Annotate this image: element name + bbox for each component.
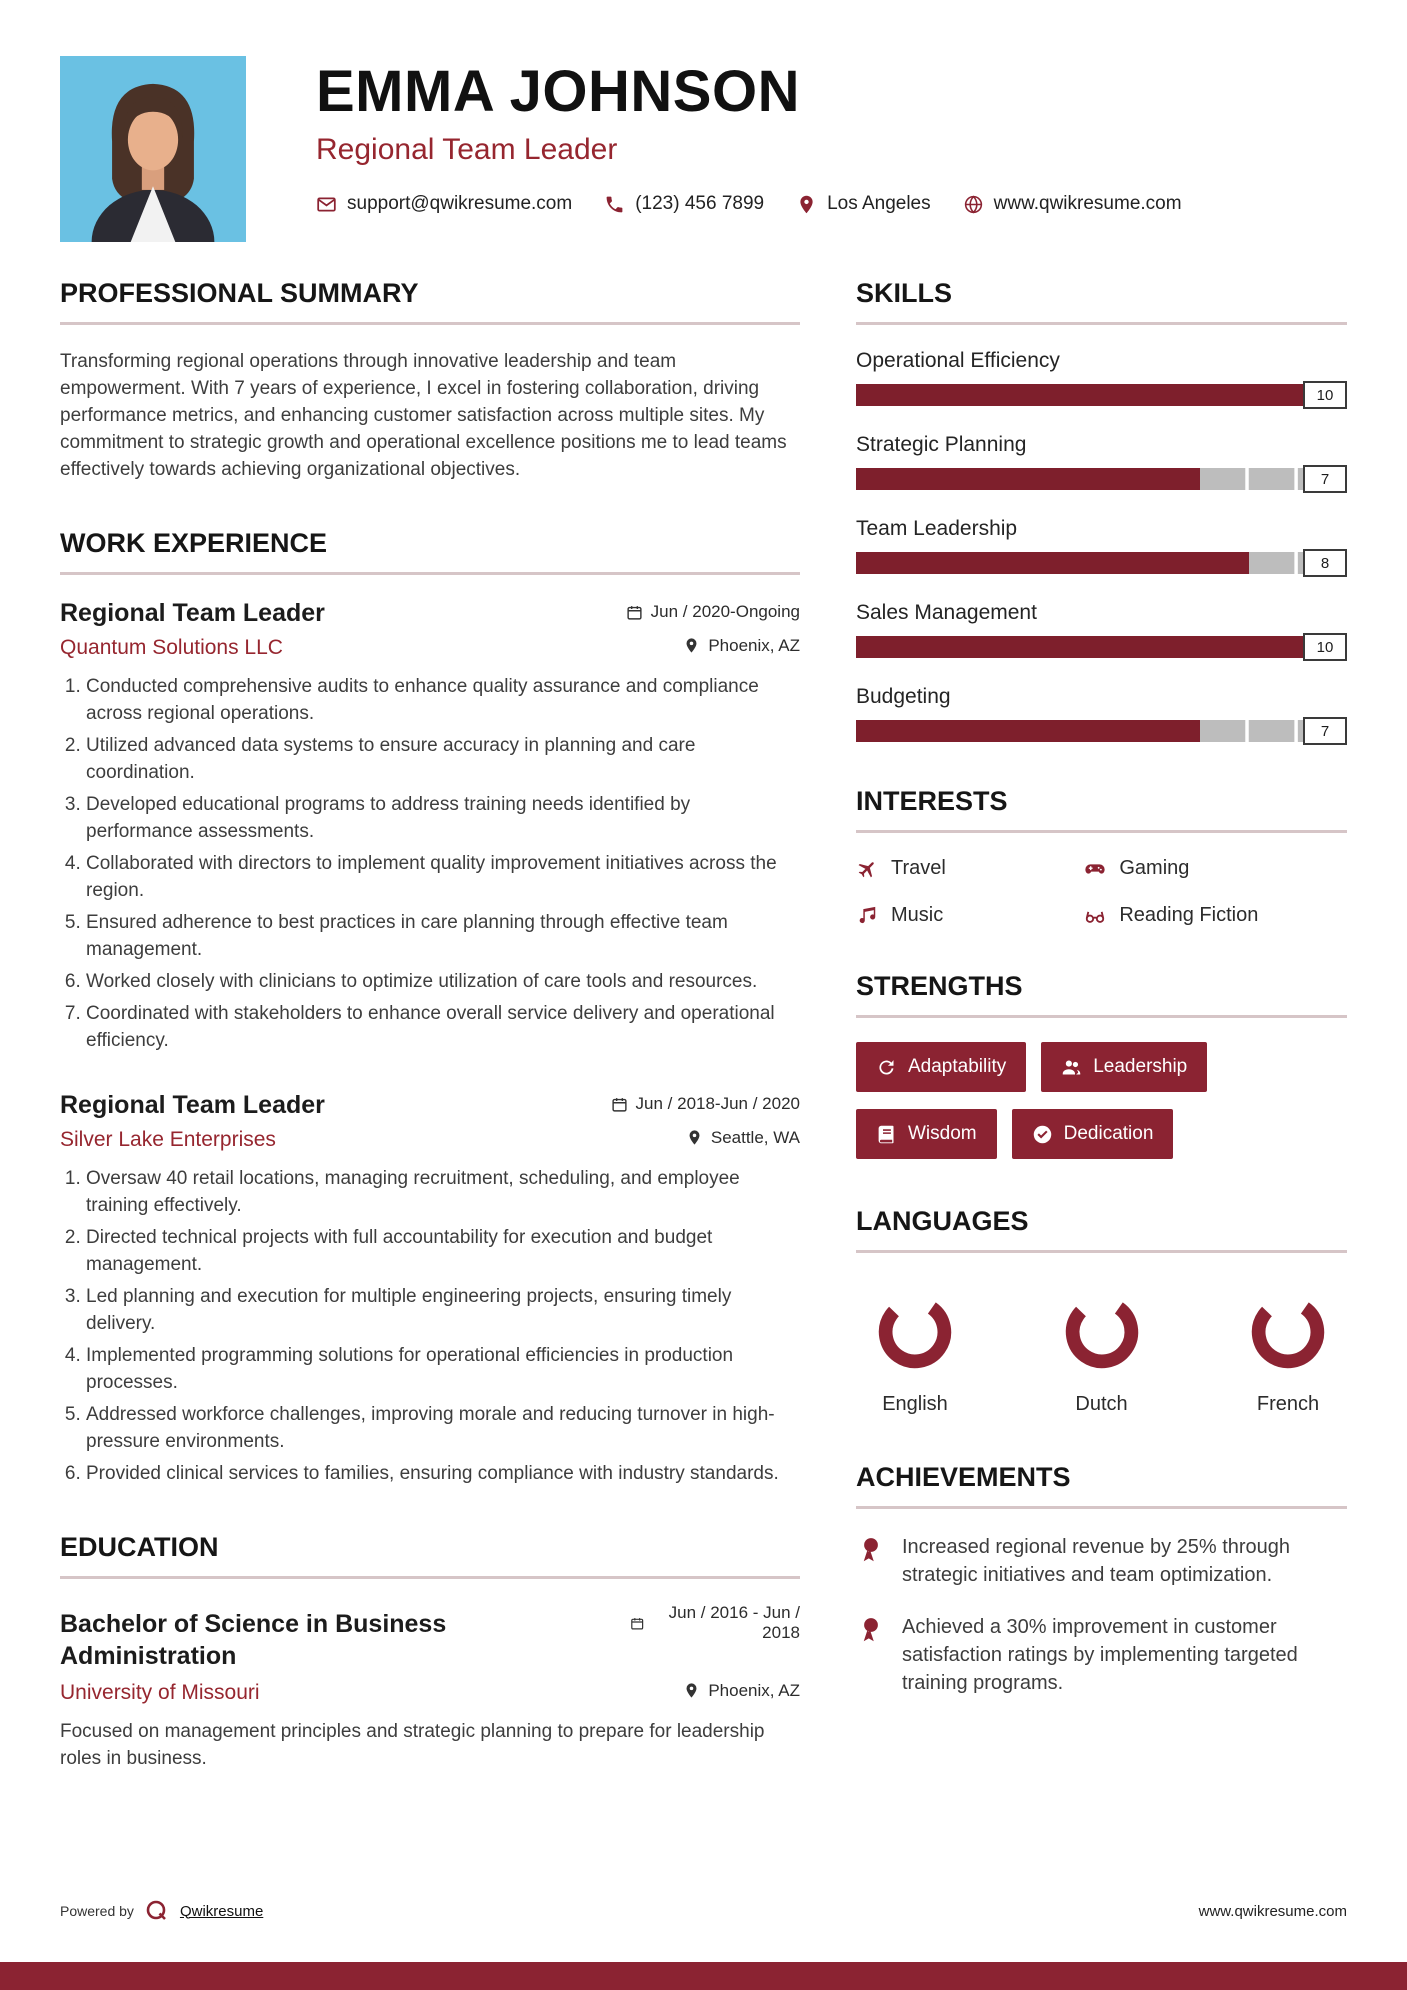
contact-row xyxy=(316,193,1200,215)
music-note-icon xyxy=(856,905,878,927)
pushpin-icon xyxy=(686,1129,703,1146)
school-name: University of Missouri xyxy=(60,1681,260,1705)
main-columns xyxy=(0,252,1407,1817)
contact-website[interactable] xyxy=(963,193,1182,215)
job-bullet: 7. Coordinated with stakeholders to enhance overall service delivery and operational efficiency. xyxy=(86,1001,800,1055)
skill-label: Operational Efficiency xyxy=(856,349,1060,372)
skill-bar xyxy=(856,552,1347,574)
job-location xyxy=(686,1128,800,1148)
education-description: Focused on management principles and strategic planning to prepare for leadership roles in business. xyxy=(60,1721,765,1770)
skill-bar-fill xyxy=(856,468,1200,490)
education-heading: EDUCATION xyxy=(60,1532,800,1579)
skill-bar-fill xyxy=(856,720,1200,742)
interests-heading: INTERESTS xyxy=(856,786,1347,833)
achievements-heading: ACHIEVEMENTS xyxy=(856,1462,1347,1509)
language-item xyxy=(1243,1287,1333,1416)
skill-row xyxy=(856,517,1347,574)
header-text xyxy=(316,56,1200,215)
skill-row xyxy=(856,601,1347,658)
achievements-section xyxy=(856,1462,1347,1697)
skill-value-box: 10 xyxy=(1303,381,1347,409)
strengths-section xyxy=(856,971,1347,1176)
calendar-icon xyxy=(626,604,643,621)
interest-label: Travel xyxy=(891,857,946,879)
job-bullet: 2. Utilized advanced data systems to ensure accuracy in planning and care coordination. xyxy=(86,733,800,787)
strength-label: Leadership xyxy=(1093,1056,1188,1077)
strength-badges xyxy=(856,1042,1347,1176)
refresh-icon xyxy=(876,1057,897,1078)
job-bullet-list xyxy=(60,1166,800,1488)
job-bullet: 3. Led planning and execution for multiple engineering projects, ensuring timely delivery. xyxy=(86,1284,800,1338)
award-icon xyxy=(856,1615,886,1645)
job-bullet: 5. Addressed workforce challenges, improving morale and reducing turnover in high-pressure environments. xyxy=(86,1402,800,1456)
job-entry xyxy=(60,1091,800,1488)
job-dates-text: Jun / 2020-Ongoing xyxy=(650,602,800,622)
interest-label: Reading Fiction xyxy=(1119,904,1259,926)
contact-phone[interactable] xyxy=(604,193,764,215)
award-icon xyxy=(856,1535,886,1565)
skill-label: Sales Management xyxy=(856,601,1037,624)
summary-heading: PROFESSIONAL SUMMARY xyxy=(60,278,800,325)
job-bullet-list xyxy=(60,674,800,1055)
strength-label: Dedication xyxy=(1063,1123,1154,1144)
skill-label: Strategic Planning xyxy=(856,433,1027,456)
job-role: Regional Team Leader xyxy=(60,598,325,627)
interest-item xyxy=(1084,857,1347,880)
powered-by-label: Powered by xyxy=(60,1903,134,1919)
skill-row xyxy=(856,433,1347,490)
degree-title: Bachelor of Science in Business Administration xyxy=(60,1609,447,1671)
skill-bar xyxy=(856,636,1347,658)
work-experience-section xyxy=(60,528,800,1488)
language-item xyxy=(870,1287,960,1416)
contact-email[interactable] xyxy=(316,193,572,215)
skill-bar xyxy=(856,468,1347,490)
job-dates xyxy=(626,602,800,622)
language-label: French xyxy=(1256,1393,1320,1415)
skills-heading: SKILLS xyxy=(856,278,1347,325)
profile-photo-illustration xyxy=(60,56,246,242)
language-proficiency-arc xyxy=(870,1287,960,1377)
job-location-text: Seattle, WA xyxy=(710,1127,800,1147)
location-pin-icon xyxy=(796,194,817,215)
skill-bar-fill xyxy=(856,384,1347,406)
skill-value-box: 7 xyxy=(1303,717,1347,745)
book-icon xyxy=(876,1124,897,1145)
website-text: www.qwikresume.com xyxy=(993,193,1182,214)
interest-item xyxy=(856,857,1084,880)
job-bullet: 6. Worked closely with clinicians to optimize utilization of care tools and resources. xyxy=(86,969,800,996)
languages-row xyxy=(856,1277,1347,1416)
plane-icon xyxy=(856,858,878,880)
skill-value-box: 8 xyxy=(1303,549,1347,577)
skill-bar-fill xyxy=(856,552,1249,574)
summary-text: Transforming regional operations through innovative leadership and team empowerment. With 7 years of experience, I excel in fostering collaboration, driving performance metrics, and enhancing customer satisfaction across multiple sites. My commitment to strategic growth and operational excellence positions me to lead teams effectively towards achieving organizational objectives. xyxy=(60,351,787,480)
job-company: Quantum Solutions LLC xyxy=(60,636,283,660)
calendar-icon xyxy=(630,1615,644,1632)
education-dates-text: Jun / 2016 - Jun / 2018 xyxy=(668,1603,800,1643)
job-bullet: 4. Collaborated with directors to implement quality improvement initiatives across the region. xyxy=(86,851,800,905)
skills-section xyxy=(856,278,1347,742)
contact-location xyxy=(796,193,931,215)
job-dates-text: Jun / 2018-Jun / 2020 xyxy=(635,1094,800,1114)
interest-label: Gaming xyxy=(1119,857,1190,879)
language-proficiency-arc xyxy=(1057,1287,1147,1377)
phone-text: (123) 456 7899 xyxy=(635,193,765,214)
right-column xyxy=(856,278,1347,1817)
job-entry xyxy=(60,599,800,1055)
person-title: Regional Team Leader xyxy=(316,133,618,166)
phone-icon xyxy=(604,194,625,215)
interest-item xyxy=(856,904,1084,927)
strength-label: Wisdom xyxy=(908,1123,977,1144)
qwikresume-link[interactable]: Qwikresume xyxy=(179,1902,264,1920)
strength-label: Adaptability xyxy=(908,1056,1007,1077)
achievement-text: Increased regional revenue by 25% through strategic initiatives and team optimization. xyxy=(902,1536,1291,1586)
calendar-icon xyxy=(611,1096,628,1113)
skill-label: Team Leadership xyxy=(856,517,1018,540)
education-dates xyxy=(630,1603,800,1643)
users-icon xyxy=(1061,1057,1082,1078)
job-bullet: 6. Provided clinical services to families, ensuring compliance with industry standards. xyxy=(86,1461,800,1488)
strength-badge-dedication xyxy=(1012,1109,1174,1159)
education-location-text: Phoenix, AZ xyxy=(708,1680,800,1700)
job-location xyxy=(683,636,800,656)
person-name: EMMA JOHNSON xyxy=(316,59,800,124)
check-badge-icon xyxy=(1032,1124,1053,1145)
languages-heading: LANGUAGES xyxy=(856,1206,1347,1253)
job-bullet: 5. Ensured adherence to best practices in care planning through effective team management. xyxy=(86,910,800,964)
education-location xyxy=(683,1681,800,1701)
qwikresume-logo-icon[interactable] xyxy=(144,1898,170,1924)
strength-badge-adaptability xyxy=(856,1042,1026,1092)
professional-summary-section xyxy=(60,278,800,484)
strength-badge-leadership xyxy=(1041,1042,1207,1092)
skill-bar xyxy=(856,720,1347,742)
footer-website[interactable]: www.qwikresume.com xyxy=(1198,1902,1347,1920)
globe-icon xyxy=(963,194,984,215)
achievement-text: Achieved a 30% improvement in customer satisfaction ratings by implementing targeted training programs. xyxy=(902,1616,1298,1694)
skill-bar-fill xyxy=(856,636,1347,658)
skill-row xyxy=(856,349,1347,406)
skill-value-box: 7 xyxy=(1303,465,1347,493)
gamepad-icon xyxy=(1084,858,1106,880)
pushpin-icon xyxy=(683,1682,700,1699)
language-proficiency-arc xyxy=(1243,1287,1333,1377)
strengths-heading: STRENGTHS xyxy=(856,971,1347,1018)
job-dates xyxy=(611,1094,800,1114)
footer-brand-group xyxy=(60,1898,263,1924)
profile-photo xyxy=(60,56,246,242)
achievement-item xyxy=(856,1613,1347,1697)
skill-label: Budgeting xyxy=(856,685,951,708)
education-section xyxy=(60,1532,800,1773)
job-bullet: 4. Implemented programming solutions for operational efficiencies in production processes. xyxy=(86,1343,800,1397)
skill-bar xyxy=(856,384,1347,406)
location-text: Los Angeles xyxy=(827,193,931,214)
left-column xyxy=(60,278,800,1817)
job-bullet: 1. Oversaw 40 retail locations, managing recruitment, scheduling, and employee training effectively. xyxy=(86,1166,800,1220)
interest-label: Music xyxy=(891,904,944,926)
job-bullet: 3. Developed educational programs to address training needs identified by performance assessments. xyxy=(86,792,800,846)
header xyxy=(0,0,1407,252)
skill-row xyxy=(856,685,1347,742)
language-label: Dutch xyxy=(1075,1393,1128,1415)
skill-value-box: 10 xyxy=(1303,633,1347,661)
languages-section xyxy=(856,1206,1347,1416)
job-bullet: 2. Directed technical projects with full accountability for execution and budget management. xyxy=(86,1225,800,1279)
pushpin-icon xyxy=(683,637,700,654)
achievement-item xyxy=(856,1533,1347,1589)
language-item xyxy=(1057,1287,1147,1416)
bottom-accent-bar xyxy=(0,1962,1407,1990)
email-text: support@qwikresume.com xyxy=(347,193,573,214)
job-company: Silver Lake Enterprises xyxy=(60,1128,276,1152)
interests-grid xyxy=(856,857,1347,927)
footer xyxy=(60,1898,1347,1924)
job-location-text: Phoenix, AZ xyxy=(708,635,800,655)
job-role: Regional Team Leader xyxy=(60,1090,325,1119)
work-heading: WORK EXPERIENCE xyxy=(60,528,800,575)
interests-section xyxy=(856,786,1347,927)
glasses-icon xyxy=(1084,905,1106,927)
email-icon xyxy=(316,194,337,215)
job-bullet: 1. Conducted comprehensive audits to enhance quality assurance and compliance across regional operations. xyxy=(86,674,800,728)
strength-badge-wisdom xyxy=(856,1109,997,1159)
interest-item xyxy=(1084,904,1347,927)
language-label: English xyxy=(882,1393,948,1415)
